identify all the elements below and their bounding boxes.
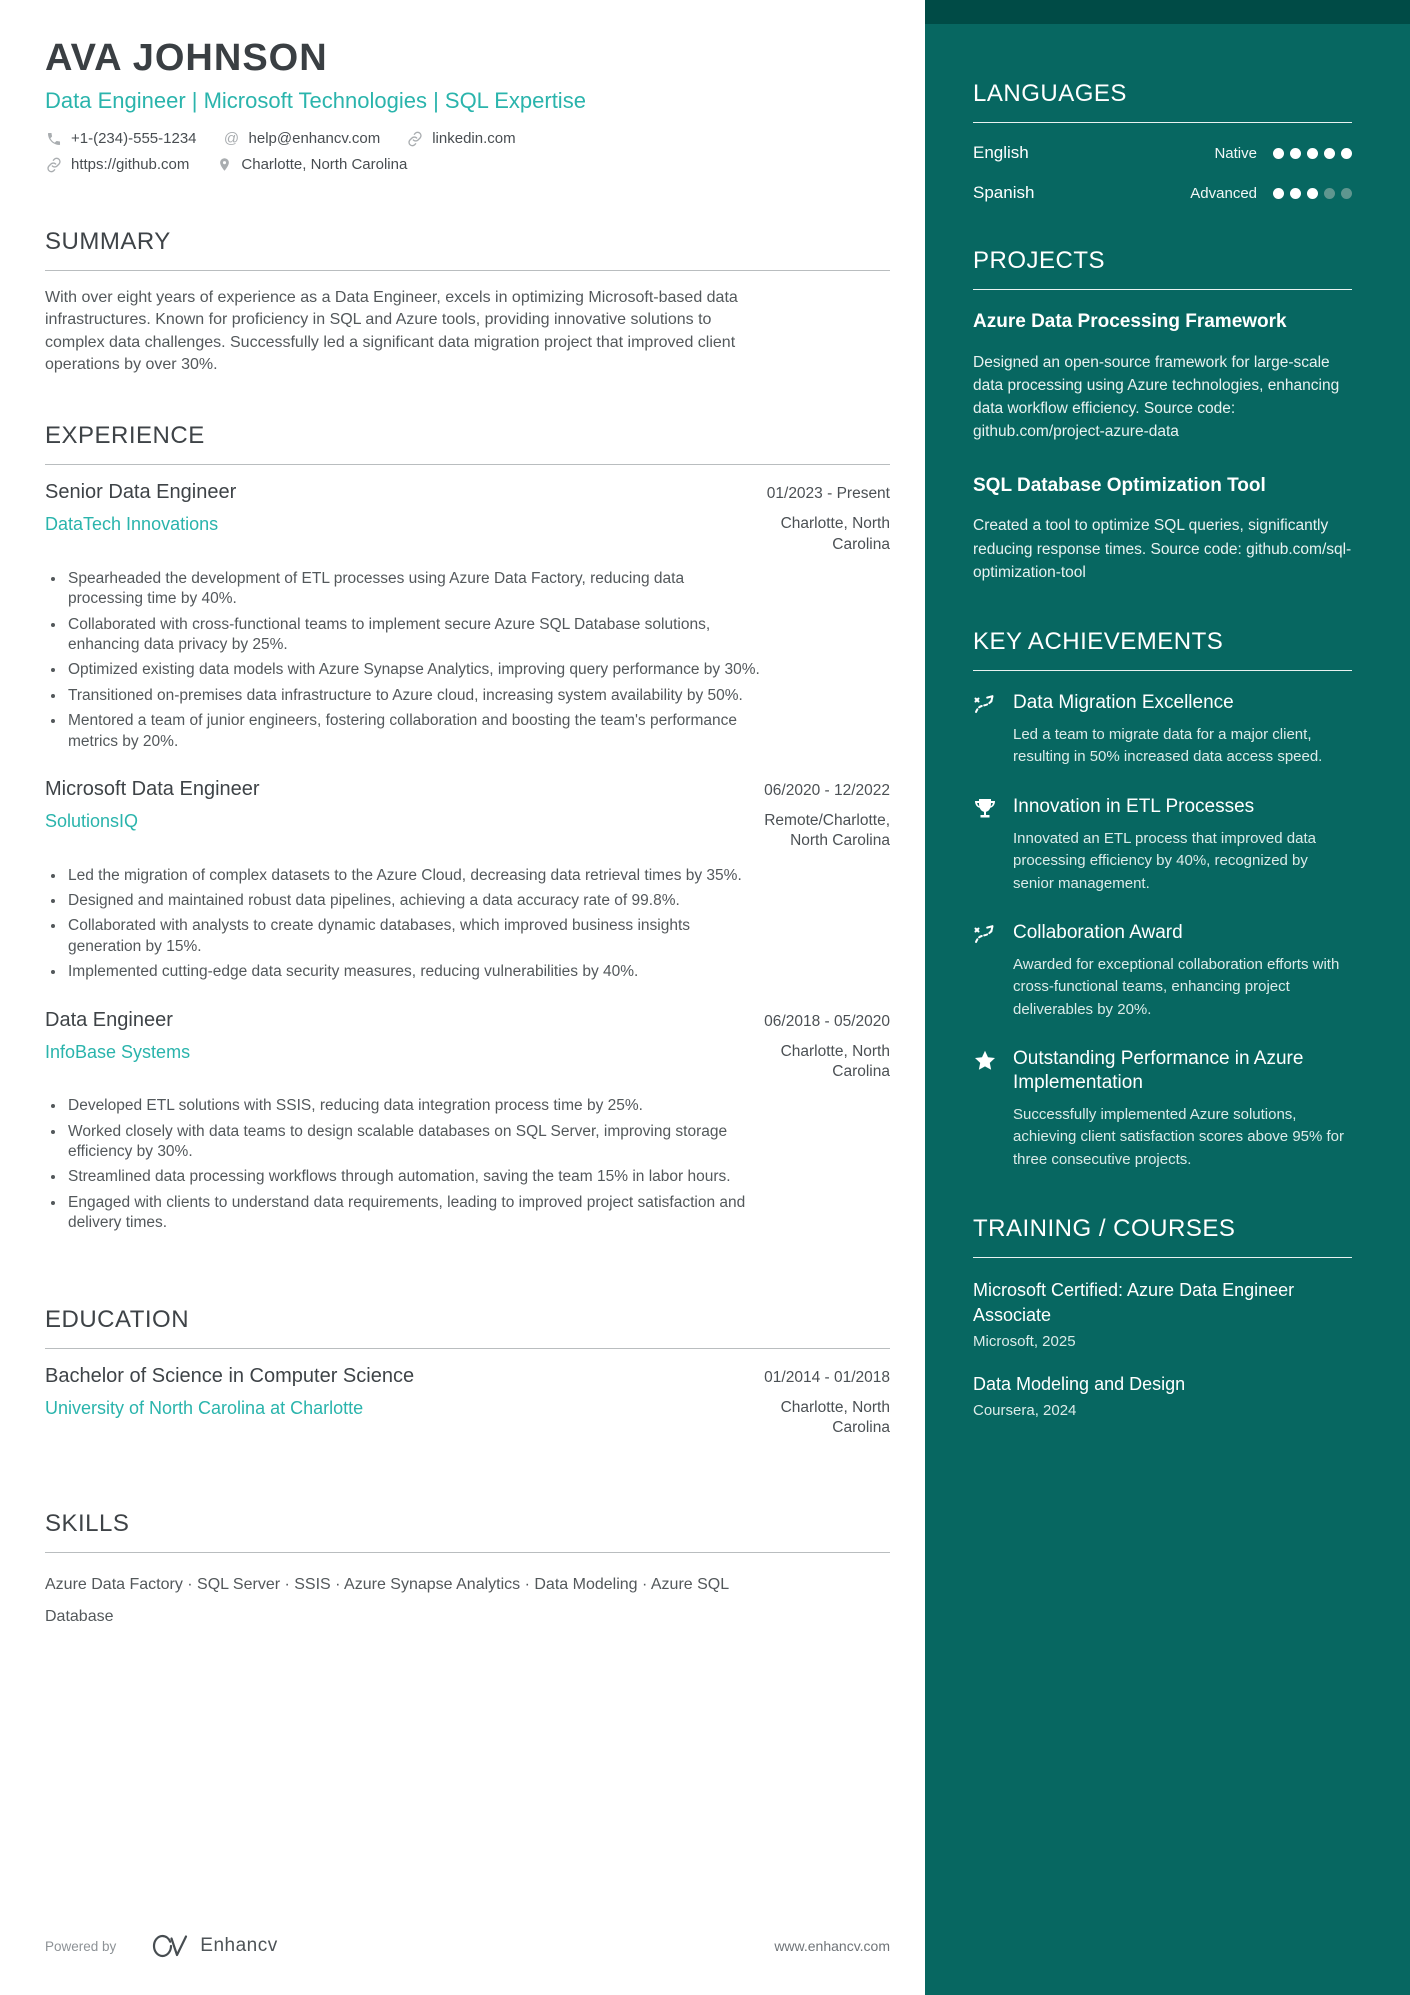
summary-section <box>45 228 890 377</box>
job-dates: 01/2023 - Present <box>766 485 890 503</box>
job-bullet: Streamlined data processing workflows through automation, saving the team 15% in labor hours. <box>45 1167 760 1187</box>
company-name: DataTech Innovations <box>45 514 219 535</box>
location-icon <box>215 156 233 174</box>
contact-location-text: Charlotte, North Carolina <box>241 156 408 174</box>
link-icon <box>406 130 424 148</box>
achievement-entry <box>973 691 1352 769</box>
contact-github[interactable] <box>45 156 189 174</box>
project-entry <box>973 474 1352 584</box>
job-bullet: Mentored a team of junior engineers, fostering collaboration and boosting the team's performance metrics by 20%. <box>45 711 760 752</box>
contact-row <box>45 130 685 182</box>
job-title: Microsoft Data Engineer <box>45 778 260 801</box>
dot-empty <box>1341 188 1352 199</box>
job-title: Data Engineer <box>45 1008 173 1031</box>
summary-heading: SUMMARY <box>45 228 890 271</box>
education-entry <box>45 1365 890 1438</box>
achievement-title: Data Migration Excellence <box>1013 692 1234 714</box>
language-row <box>973 143 1352 163</box>
experience-entry <box>45 1009 890 1234</box>
project-description: Designed an open-source framework for large-scale data processing using Azure technologies, enhancing data workflow efficiency. Source code: github.com/project-azure-data <box>973 353 1340 441</box>
project-title: SQL Database Optimization Tool <box>973 474 1266 496</box>
project-description: Created a tool to optimize SQL queries, significantly reducing response times. Source code: github.com/sql-optimization-tool <box>973 517 1352 581</box>
contact-email-text: help@enhancv.com <box>248 130 381 148</box>
job-bullet: Designed and maintained robust data pipelines, achieving a data accuracy rate of 99.8%. <box>45 891 760 911</box>
job-bullet: Optimized existing data models with Azure Synapse Analytics, improving query performance by 30%. <box>45 660 760 680</box>
job-bullet: Transitioned on-premises data infrastructure to Azure cloud, increasing system availability by 50%. <box>45 686 760 706</box>
course-title: Data Modeling and Design <box>973 1373 1186 1394</box>
education-section <box>45 1306 890 1464</box>
language-name: Spanish <box>973 183 1035 202</box>
job-bullet: Developed ETL solutions with SSIS, reducing data integration process time by 25%. <box>45 1096 760 1116</box>
achievement-title: Collaboration Award <box>1013 922 1183 944</box>
skills-section <box>45 1510 890 1633</box>
course-source: Microsoft, 2025 <box>973 1332 1076 1350</box>
training-heading: TRAINING / COURSES <box>973 1215 1352 1258</box>
job-bullet-list <box>45 866 760 983</box>
achievement-description: Led a team to migrate data for a major client, resulting in 50% increased data access speed. <box>1013 725 1323 766</box>
enhancv-logo-icon <box>150 1933 190 1959</box>
language-proficiency-dots <box>1273 148 1352 159</box>
headline: Data Engineer | Microsoft Technologies | SQL Expertise <box>45 87 586 113</box>
language-level: Advanced <box>1190 184 1257 202</box>
training-section <box>973 1215 1352 1419</box>
education-heading: EDUCATION <box>45 1306 890 1349</box>
contact-phone[interactable] <box>45 130 197 148</box>
route-arrow-icon <box>973 691 997 769</box>
contact-github-text: https://github.com <box>71 156 190 174</box>
achievement-entry <box>973 1047 1352 1171</box>
school-name: University of North Carolina at Charlotte <box>45 1397 364 1418</box>
job-dates: 06/2018 - 05/2020 <box>764 1012 890 1030</box>
dot-filled <box>1290 188 1301 199</box>
skills-heading: SKILLS <box>45 1510 890 1553</box>
contact-linkedin-text: linkedin.com <box>432 130 516 148</box>
dot-filled <box>1324 148 1335 159</box>
job-location: Charlotte, North Carolina <box>780 1042 890 1080</box>
person-name: AVA JOHNSON <box>45 37 328 79</box>
job-bullet: Implemented cutting-edge data security measures, reducing vulnerabilities by 40%. <box>45 962 760 982</box>
dot-empty <box>1324 188 1335 199</box>
language-level: Native <box>1214 144 1257 162</box>
job-bullet: Engaged with clients to understand data requirements, leading to improved project satisfaction and delivery times. <box>45 1193 760 1234</box>
experience-entry <box>45 481 890 752</box>
footer <box>45 1933 890 1959</box>
skills-list: Azure Data Factory · SQL Server · SSIS · Azure Synapse Analytics · Data Modeling · Azure SQL Database <box>45 1576 729 1626</box>
job-dates: 06/2020 - 12/2022 <box>764 782 890 800</box>
job-bullet: Collaborated with cross-functional teams to implement secure Azure SQL Database solutions, enhancing data privacy by 25%. <box>45 615 760 656</box>
course-title: Microsoft Certified: Azure Data Engineer Associate <box>973 1280 1295 1325</box>
enhancv-wordmark[interactable]: Enhancv <box>200 1935 278 1956</box>
dot-filled <box>1307 148 1318 159</box>
achievement-entry <box>973 795 1352 895</box>
course-source: Coursera, 2024 <box>973 1402 1077 1420</box>
job-bullet: Spearheaded the development of ETL processes using Azure Data Factory, reducing data processing time by 40%. <box>45 569 760 610</box>
language-row <box>973 183 1352 203</box>
languages-section <box>973 80 1352 203</box>
language-proficiency-dots <box>1273 188 1352 199</box>
experience-section <box>45 422 890 1259</box>
job-bullet: Led the migration of complex datasets to the Azure Cloud, decreasing data retrieval times by 35%. <box>45 866 760 886</box>
footer-website[interactable]: www.enhancv.com <box>774 1938 890 1954</box>
job-location: Remote/Charlotte, North Carolina <box>764 812 890 850</box>
projects-heading: PROJECTS <box>973 247 1352 290</box>
powered-by-label: Powered by <box>45 1938 117 1954</box>
sidebar <box>925 0 1410 1995</box>
company-name: InfoBase Systems <box>45 1041 191 1062</box>
dot-filled <box>1307 188 1318 199</box>
achievement-description: Awarded for exceptional collaboration efforts with cross-functional teams, enhancing project deliverables by 20%. <box>1013 955 1340 1018</box>
degree-title: Bachelor of Science in Computer Science <box>45 1364 415 1387</box>
trophy-icon <box>973 795 997 895</box>
languages-heading: LANGUAGES <box>973 80 1352 123</box>
dot-filled <box>1273 188 1284 199</box>
education-location: Charlotte, North Carolina <box>780 1398 890 1436</box>
achievement-title: Outstanding Performance in Azure Implementation <box>1013 1048 1304 1094</box>
projects-section <box>973 247 1352 584</box>
job-bullet-list <box>45 1096 760 1234</box>
dot-filled <box>1290 148 1301 159</box>
dot-filled <box>1341 148 1352 159</box>
course-entry <box>973 1372 1352 1419</box>
project-title: Azure Data Processing Framework <box>973 311 1287 332</box>
job-bullet: Worked closely with data teams to design scalable databases on SQL Server, improving storage efficiency by 30%. <box>45 1122 760 1163</box>
at-icon: @ <box>223 130 240 148</box>
course-entry <box>973 1278 1352 1350</box>
job-title: Senior Data Engineer <box>45 481 237 504</box>
experience-heading: EXPERIENCE <box>45 422 890 465</box>
star-icon <box>973 1047 997 1171</box>
language-name: English <box>973 143 1029 162</box>
achievements-section <box>973 628 1352 1171</box>
job-bullet: Collaborated with analysts to create dynamic databases, which improved business insights generation by 15%. <box>45 916 760 957</box>
summary-text: With over eight years of experience as a Data Engineer, excels in optimizing Microsoft-based data infrastructures. Known for proficiency in SQL and Azure tools, providing innovative solutions to complex data challenges. Successfully led a significant data migration project that improved client operations by over 30%. <box>45 288 738 373</box>
achievement-description: Successfully implemented Azure solutions, achieving client satisfaction scores above 95% for three consecutive projects. <box>1013 1105 1345 1168</box>
company-name: SolutionsIQ <box>45 811 139 832</box>
phone-icon <box>45 130 63 148</box>
contact-location <box>215 156 407 174</box>
achievement-entry <box>973 921 1352 1021</box>
route-arrow-icon <box>973 921 997 1021</box>
education-dates: 01/2014 - 01/2018 <box>764 1368 890 1386</box>
achievement-description: Innovated an ETL process that improved data processing efficiency by 40%, recognized by senior management. <box>1013 829 1316 892</box>
contact-linkedin[interactable] <box>406 130 515 148</box>
project-entry <box>973 310 1352 444</box>
link-icon <box>45 156 63 174</box>
achievement-title: Innovation in ETL Processes <box>1013 795 1255 817</box>
dot-filled <box>1273 148 1284 159</box>
achievements-heading: KEY ACHIEVEMENTS <box>973 628 1352 671</box>
job-location: Charlotte, North Carolina <box>780 515 890 553</box>
job-bullet-list <box>45 569 760 753</box>
experience-entry <box>45 778 890 983</box>
contact-email[interactable] <box>223 130 381 148</box>
contact-phone-text: +1-(234)-555-1234 <box>71 130 197 148</box>
